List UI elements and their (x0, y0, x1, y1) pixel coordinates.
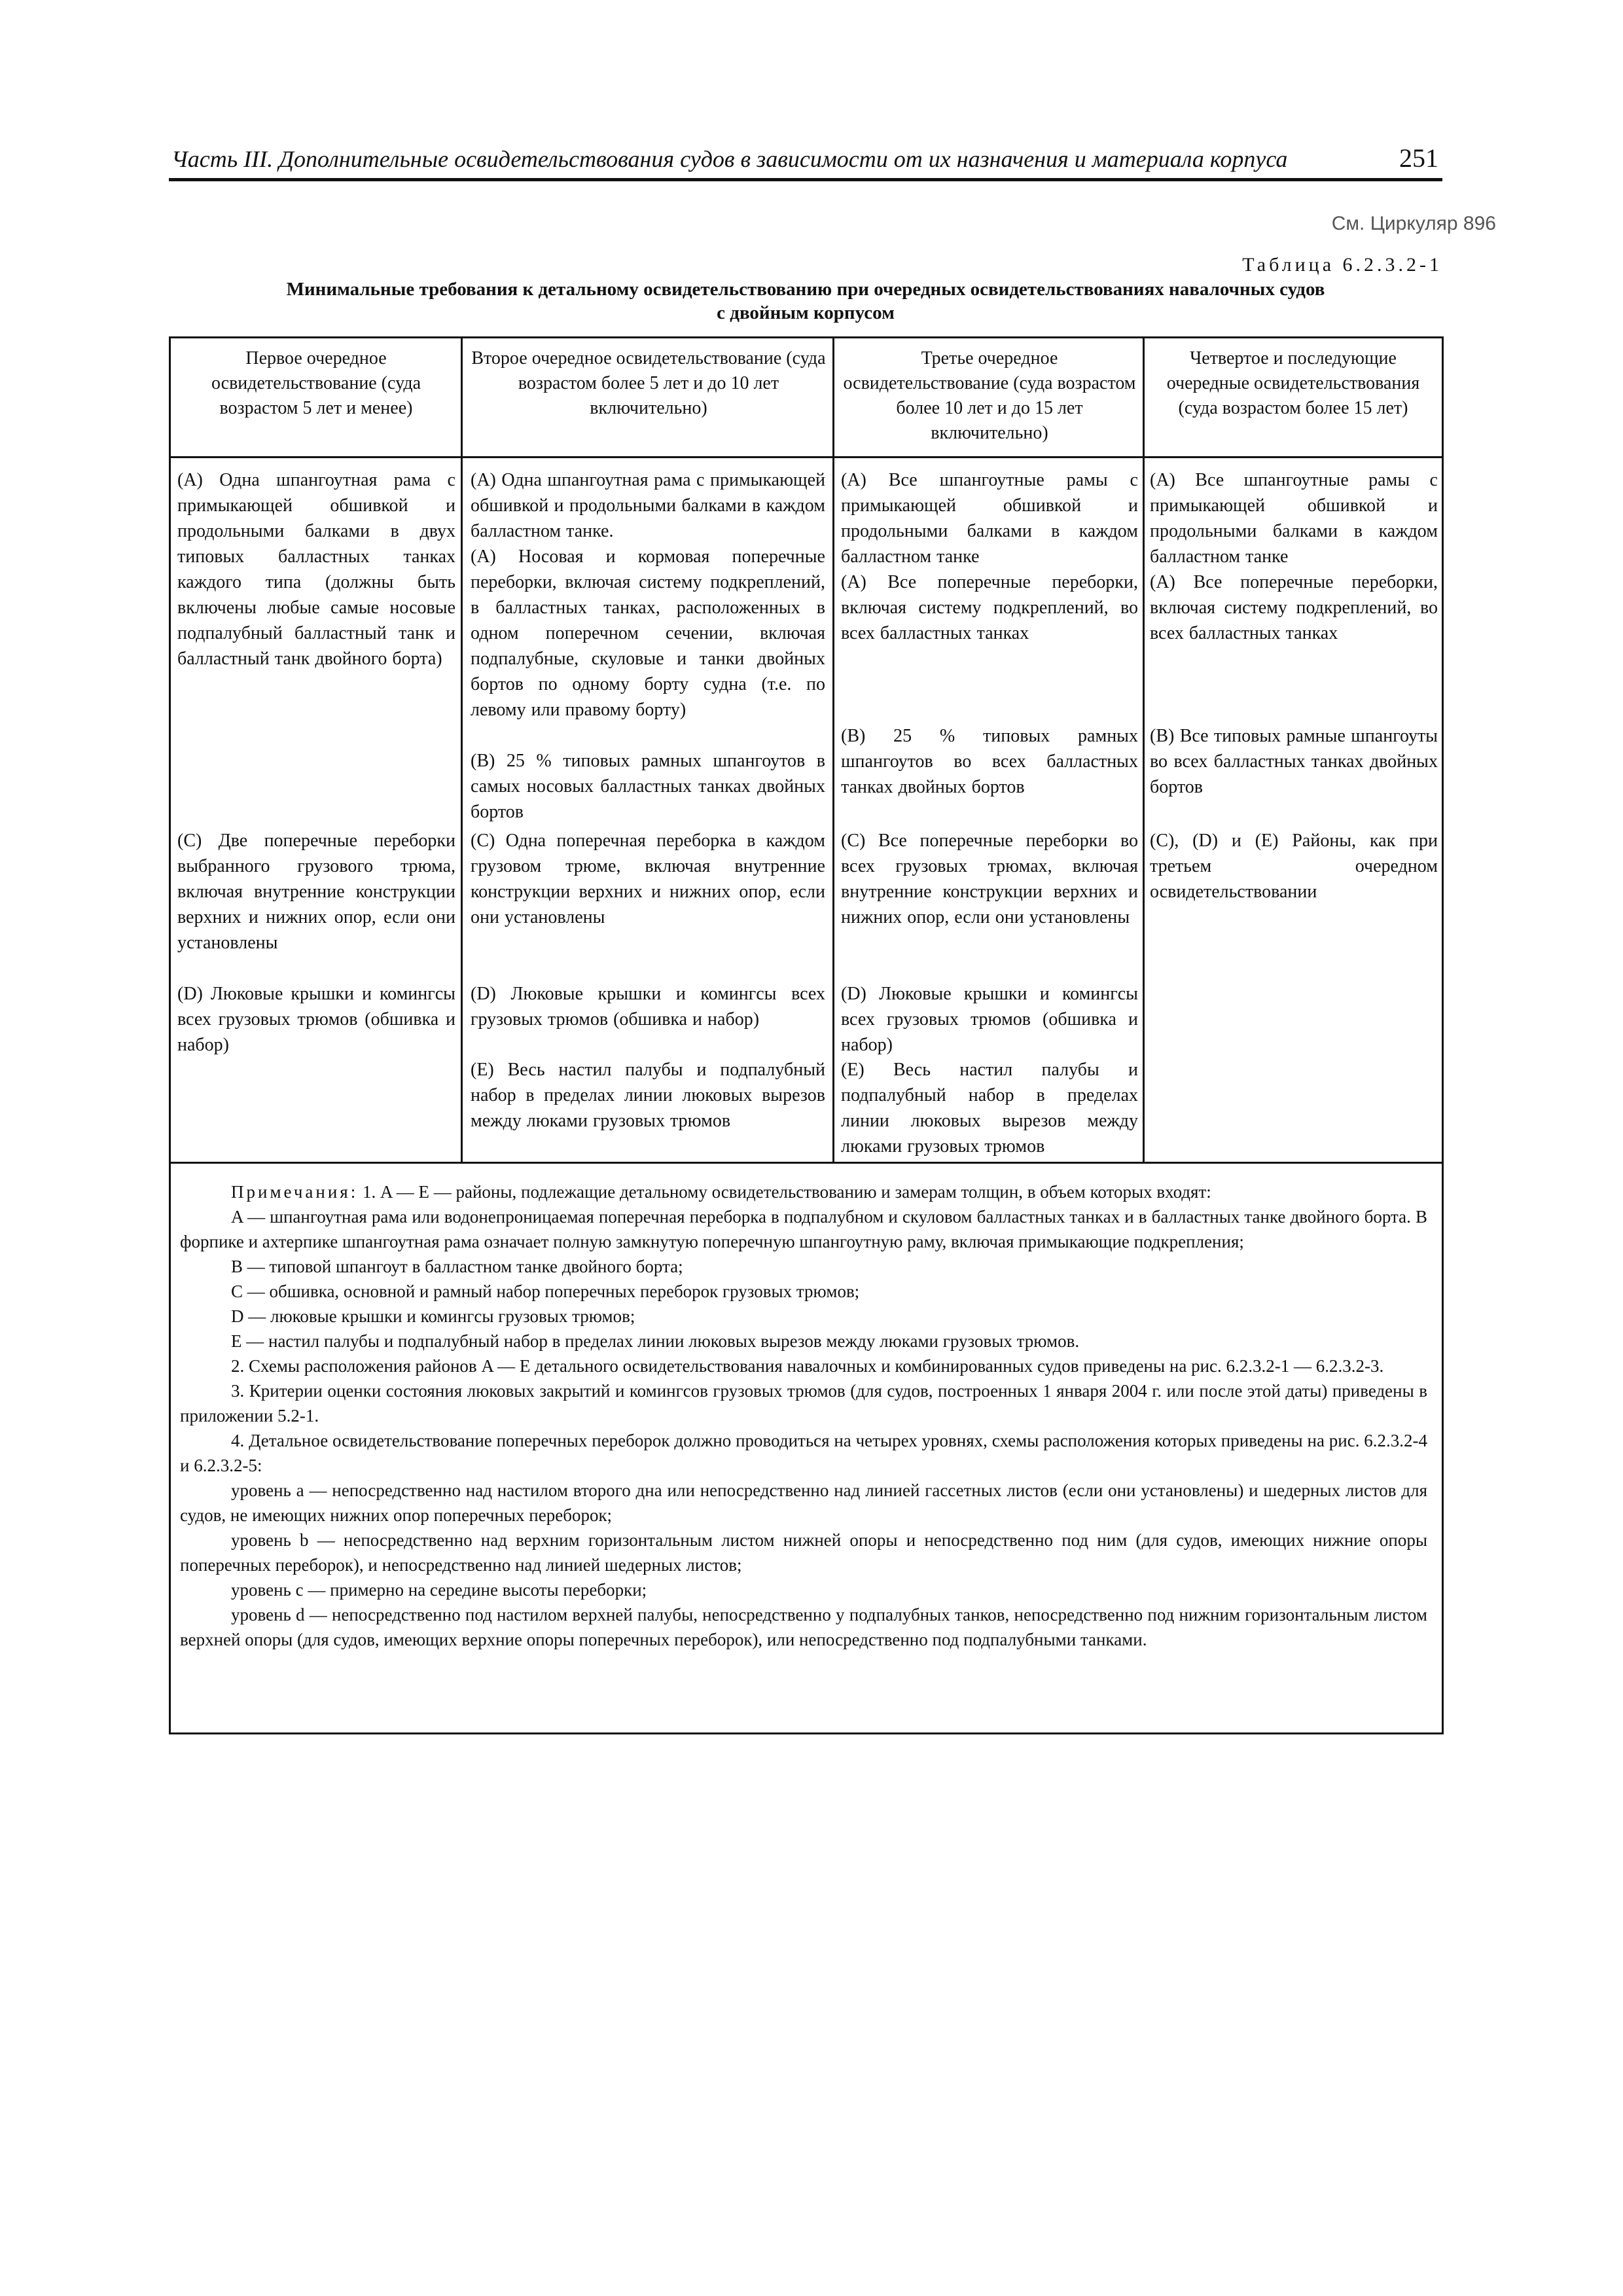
col4-area-cde: (C), (D) и (E) Районы, как при третьем очередном освидетельствовании (1150, 831, 1438, 902)
column-divider-2 (832, 338, 834, 1162)
note-1-c: C — обшивка, основной и рамный набор поперечных переборок грузовых трюмов; (231, 1282, 860, 1301)
note-4-level-d: уровень d — непосредственно под настилом верхней палубы, непосредственно у подпалубных танков, непосредственно под нижним горизонтальным листом верхней опоры (для судов, имеющих верхние опоры поперечных переборок), или непосредственно под подпалубными танками. (180, 1605, 1427, 1649)
col3-area-a-bulkheads: (A) Все поперечные переборки, включая систему подкреплений, во всех балластных танках (841, 572, 1138, 643)
col4-area-a: (A) Все шпангоутные рамы с примыкающей обшивкой и продольными балками в каждом балластном танке (1150, 470, 1438, 567)
col1-area-c: (C) Две поперечные переборки выбранного грузового трюма, включая внутренние конструкции верхних и нижних опор, если они установлены (177, 831, 455, 953)
requirements-table (169, 336, 1444, 1734)
table-caption-line-2: с двойным корпусом (717, 302, 895, 323)
note-1-d: D — люковые крышки и комингсы грузовых трюмов; (231, 1306, 635, 1326)
col3-area-c: (C) Все поперечные переборки во всех грузовых трюмах, включая внутренние конструкции верхних и нижних опор, если они установлены (841, 831, 1138, 927)
note-4-level-b: уровень b — непосредственно над верхним горизонтальным листом нижней опоры и непосредственно под ним (для судов, имеющих нижние опоры поперечных переборок), и непосредственно над линией шедерных листов; (180, 1530, 1427, 1575)
column-header-1: Первое очередное освидетельствование (суда возрастом 5 лет и менее) (211, 348, 421, 418)
note-3: 3. Критерии оценки состояния люковых закрытий и комингсов грузовых трюмов (для судов, построенных 1 января 2004 г. или после этой даты) приведены в приложении 5.2-1. (180, 1381, 1427, 1426)
running-header (169, 139, 1442, 181)
running-header-title: Часть III. Дополнительные освидетельствования судов в зависимости от их назначения и материала корпуса (171, 146, 1288, 172)
col3-area-d: (D) Люковые крышки и комингсы всех грузовых трюмов (обшивка и набор) (841, 984, 1138, 1055)
note-2: 2. Схемы расположения районов A — E детального освидетельствования навалочных и комбинированных судов приведены на рис. 6.2.3.2-1 — 6.2.3.2-3. (231, 1356, 1384, 1376)
table-caption-line-1: Минимальные требования к детальному освидетельствованию при очередных освидетельствованиях навалочных судов (286, 279, 1325, 300)
col1-area-a: (A) Одна шпангоутная рама с примыкающей обшивкой и продольными балками в двух типовых балластных танках каждого типа (должны быть включены любые самые носовые подпалубный балластный танк и балластный танк двойного борта) (177, 470, 455, 669)
note-4-level-a: уровень a — непосредственно над настилом второго дна или непосредственно над линией гассетных листов (если они установлены) и шедерных листов для судов, не имеющих нижних опор поперечных переборок; (180, 1480, 1427, 1525)
col1-area-d: (D) Люковые крышки и комингсы всех грузовых трюмов (обшивка и набор) (177, 984, 455, 1055)
circular-note: См. Циркуляр 896 (1331, 213, 1496, 234)
note-4: 4. Детальное освидетельствование поперечных переборок должно проводиться на четырех уровнях, схемы расположения которых приведены на рис. 6.2.3.2-4 и 6.2.3.2-5: (180, 1431, 1427, 1475)
col2-area-d: (D) Люковые крышки и комингсы всех грузовых трюмов (обшивка и набор) (471, 984, 825, 1030)
col2-area-b: (B) 25 % типовых рамных шпангоутов в самых носовых балластных танках двойных бортов (471, 751, 825, 822)
table-caption (169, 278, 1442, 325)
column-divider-3 (1143, 338, 1145, 1162)
col3-area-e: (E) Весь настил палубы и подпалубный набор в пределах линии люковых вырезов между люками грузовых трюмов (841, 1060, 1138, 1157)
column-header-2: Второе очередное освидетельствование (суда возрастом более 5 лет и до 10 лет включительно) (471, 348, 826, 418)
col2-area-e: (E) Весь настил палубы и подпалубный набор в пределах линии люковых вырезов между люками грузовых трюмов (471, 1060, 825, 1131)
column-header-4: Четвертое и последующие очередные освидетельствования (суда возрастом более 15 лет) (1166, 348, 1420, 418)
note-1: 1. A — E — районы, подлежащие детальному освидетельствованию и замерам толщин, в объем которых входят: (362, 1182, 1211, 1202)
column-header-3: Третье очередное освидетельствование (суда возрастом более 10 лет и до 15 лет включительно) (843, 348, 1136, 443)
header-row-divider (171, 456, 1442, 458)
col2-area-a: (A) Одна шпангоутная рама с примыкающей обшивкой и продольными балками в каждом балластном танке. (471, 470, 825, 541)
note-4-level-c: уровень c — примерно на середине высоты переборки; (231, 1580, 647, 1600)
col4-area-a-bulkheads: (A) Все поперечные переборки, включая систему подкреплений, во всех балластных танках (1150, 572, 1438, 643)
page-number: 251 (1399, 143, 1438, 173)
note-1-b: B — типовой шпангоут в балластном танке двойного борта; (231, 1257, 683, 1276)
column-divider-1 (461, 338, 463, 1162)
col2-area-c: (C) Одна поперечная переборка в каждом грузовом трюме, включая внутренние конструкции верхних и нижних опор, если они установлены (471, 831, 825, 927)
table-notes (180, 1179, 1427, 1652)
note-1-e: E — настил палубы и подпалубный набор в пределах линии люковых вырезов между люками грузовых трюмов. (231, 1331, 1080, 1351)
col3-area-a: (A) Все шпангоутные рамы с примыкающей обшивкой и продольными балками в каждом балластном танке (841, 470, 1138, 567)
col2-area-a-bulkheads: (A) Носовая и кормовая поперечные переборки, включая систему подкреплений, в балластных танках, расположенных в одном поперечном сечении, включая подпалубные, скуловые и танки двойных бортов по одному борту судна (т.е. по левому или правому борту) (471, 547, 825, 720)
table-label: Таблица 6.2.3.2-1 (1242, 254, 1442, 276)
notes-row-divider (171, 1162, 1442, 1164)
notes-heading: Примечания: (231, 1182, 359, 1202)
col3-area-b: (B) 25 % типовых рамных шпангоутов во всех балластных танках двойных бортов (841, 726, 1138, 797)
col4-area-b: (B) Все типовых рамные шпангоуты во всех балластных танках двойных бортов (1150, 726, 1438, 797)
note-1-a: A — шпангоутная рама или водонепроницаемая поперечная переборка в подпалубном и скуловом балластных танках и в балластных танке двойного борта. В форпике и ахтерпике шпангоутная рама означает полную замкнутую поперечную шпангоутную раму, включая примыкающие подкрепления; (180, 1207, 1427, 1251)
